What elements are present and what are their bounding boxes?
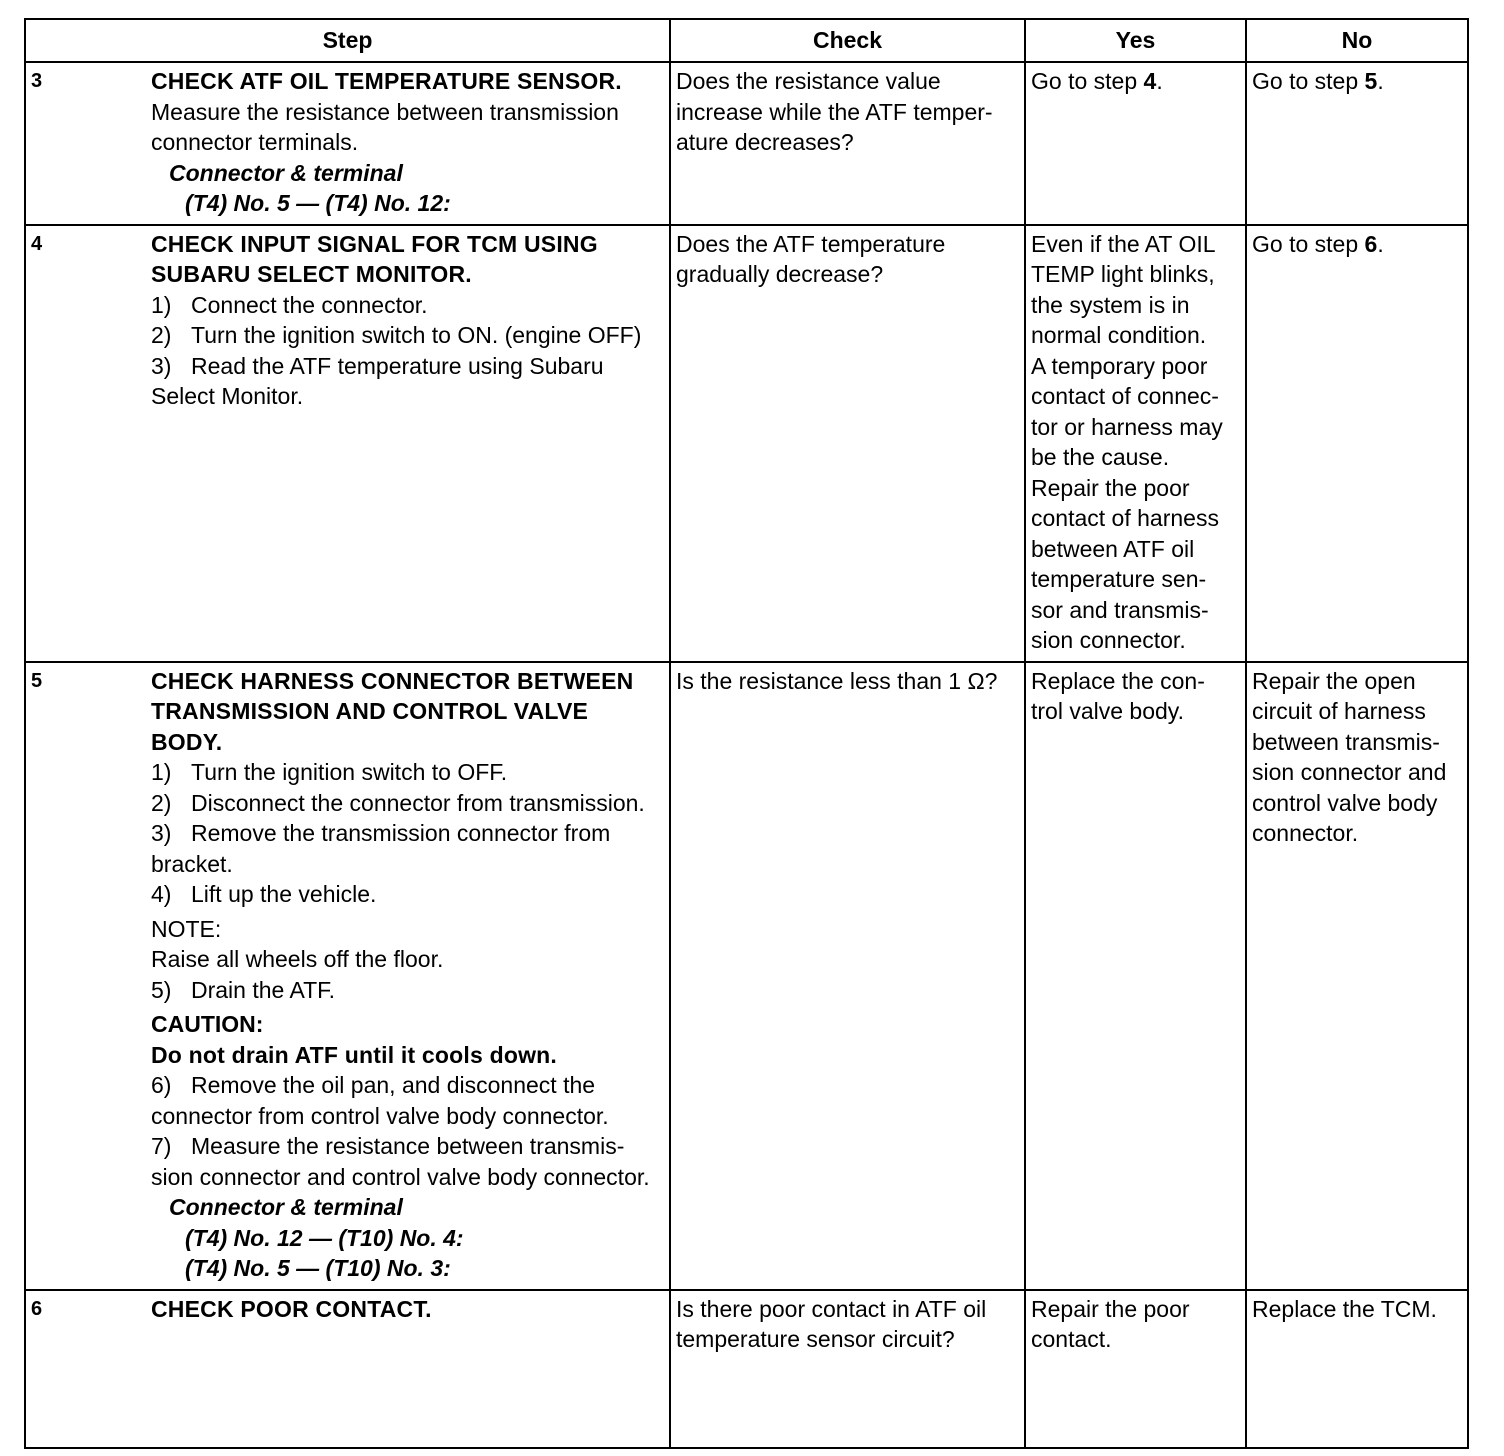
yes-text: trol valve body. xyxy=(1031,698,1184,724)
procedure-number: 1) xyxy=(151,291,172,318)
step-title: TRANSMISSION AND CONTROL VALVE xyxy=(151,698,589,724)
caution-label: CAUTION: xyxy=(151,1011,264,1037)
yes-text: sor and transmis- xyxy=(1031,596,1209,623)
note-text: Raise all wheels off the floor. xyxy=(151,946,444,972)
yes-text: A temporary poor xyxy=(1031,352,1208,379)
table-row-step-3 xyxy=(25,62,1468,225)
procedure-step xyxy=(151,320,667,351)
yes-text: TEMP light blinks, xyxy=(1031,261,1215,287)
check-text: Does the ATF temperature xyxy=(676,230,946,257)
step-number: 6 xyxy=(31,1297,43,1320)
procedure-step xyxy=(151,1070,667,1101)
yes-text: contact of harness xyxy=(1031,505,1219,531)
procedure-number: 2) xyxy=(151,322,172,348)
check-cell xyxy=(670,62,1025,225)
no-text: Repair the open xyxy=(1252,667,1416,694)
procedure-step xyxy=(151,351,667,382)
check-text: increase while the ATF temper- xyxy=(676,98,993,125)
check-cell xyxy=(670,1290,1025,1448)
check-text: temperature sensor circuit? xyxy=(676,1326,955,1352)
check-cell xyxy=(670,225,1025,662)
no-text: between transmis- xyxy=(1252,728,1440,755)
step-title: SUBARU SELECT MONITOR. xyxy=(151,261,472,287)
step-text: Measure the resistance between transmission xyxy=(151,98,619,125)
yes-text: Repair the poor xyxy=(1031,1295,1190,1322)
table-row-step-5 xyxy=(25,662,1468,1290)
procedure-number: 3) xyxy=(151,820,172,846)
no-text: Replace the TCM. xyxy=(1252,1295,1437,1322)
yes-text: tor or harness may xyxy=(1031,413,1223,440)
no-text: circuit of harness xyxy=(1252,698,1426,724)
note-label: NOTE: xyxy=(151,915,222,942)
procedure-step xyxy=(151,975,667,1006)
yes-text: contact of connec- xyxy=(1031,383,1219,409)
no-cell xyxy=(1246,1290,1468,1448)
step-text: connector terminals. xyxy=(151,129,359,155)
yes-suffix: . xyxy=(1156,68,1163,94)
yes-cell xyxy=(1025,1290,1246,1448)
procedure-step xyxy=(151,788,667,819)
yes-text: temperature sen- xyxy=(1031,566,1207,592)
connector-terminal-value: (T4) No. 5 — (T10) No. 3: xyxy=(185,1255,451,1281)
step-number: 3 xyxy=(31,70,43,92)
table-row-step-6 xyxy=(25,1290,1468,1448)
step-cell xyxy=(25,662,670,1290)
procedure-text: Disconnect the connector from transmission. xyxy=(191,789,645,816)
step-number: 4 xyxy=(31,232,43,255)
check-text: ature decreases? xyxy=(676,129,854,155)
procedure-text-cont: connector from control valve body connector. xyxy=(151,1102,609,1129)
procedure-number: 2) xyxy=(151,789,172,816)
procedure-step xyxy=(151,290,667,321)
procedure-text-cont: Select Monitor. xyxy=(151,383,304,409)
procedure-text: Remove the transmission connector from xyxy=(191,820,611,846)
diagnostic-table xyxy=(24,18,1469,1449)
no-suffix: . xyxy=(1377,230,1384,257)
no-text: connector. xyxy=(1252,820,1359,846)
procedure-number: 5) xyxy=(151,976,172,1003)
procedure-text: Measure the resistance between transmis- xyxy=(191,1133,625,1159)
yes-text: be the cause. xyxy=(1031,444,1170,470)
no-text: sion connector and xyxy=(1252,759,1447,785)
step-cell xyxy=(25,225,670,662)
yes-text: between ATF oil xyxy=(1031,535,1195,562)
no-text: Go to step xyxy=(1252,68,1365,94)
check-text: Is the resistance less than 1 Ω? xyxy=(676,667,998,694)
procedure-text: Drain the ATF. xyxy=(191,976,336,1003)
procedure-text: Turn the ignition switch to ON. (engine OFF) xyxy=(191,322,642,348)
yes-text: sion connector. xyxy=(1031,627,1186,653)
yes-text: Even if the AT OIL xyxy=(1031,230,1216,257)
yes-cell xyxy=(1025,662,1246,1290)
step-title: CHECK ATF OIL TEMPERATURE SENSOR. xyxy=(151,68,622,94)
procedure-number: 7) xyxy=(151,1133,172,1159)
connector-terminal-label: Connector & terminal xyxy=(169,159,403,186)
header-check: Check xyxy=(670,19,1025,62)
caution-text: Do not drain ATF until it cools down. xyxy=(151,1041,558,1068)
yes-cell xyxy=(1025,225,1246,662)
yes-text: Repair the poor xyxy=(1031,474,1190,501)
yes-text: Go to step xyxy=(1031,68,1144,94)
check-text: Is there poor contact in ATF oil xyxy=(676,1295,987,1322)
no-cell xyxy=(1246,662,1468,1290)
step-cell xyxy=(25,1290,670,1448)
no-text: Go to step xyxy=(1252,230,1365,257)
procedure-text: Turn the ignition switch to OFF. xyxy=(191,759,508,785)
check-text: gradually decrease? xyxy=(676,261,884,287)
procedure-text-cont: bracket. xyxy=(151,850,233,877)
check-cell xyxy=(670,662,1025,1290)
step-title: BODY. xyxy=(151,728,223,755)
procedure-text-cont: sion connector and control valve body connector. xyxy=(151,1163,650,1190)
yes-text: normal condition. xyxy=(1031,322,1207,348)
procedure-step xyxy=(151,879,667,910)
procedure-step xyxy=(151,757,667,788)
procedure-number: 6) xyxy=(151,1072,172,1098)
procedure-number: 1) xyxy=(151,759,172,785)
step-title: CHECK INPUT SIGNAL FOR TCM USING xyxy=(151,230,598,257)
connector-terminal-value: (T4) No. 5 — (T4) No. 12: xyxy=(185,190,451,216)
procedure-step xyxy=(151,818,667,849)
procedure-text: Remove the oil pan, and disconnect the xyxy=(191,1072,596,1098)
header-row xyxy=(25,19,1468,62)
connector-terminal-label: Connector & terminal xyxy=(169,1194,403,1220)
header-no: No xyxy=(1246,19,1468,62)
step-title: CHECK HARNESS CONNECTOR BETWEEN xyxy=(151,667,634,694)
procedure-number: 3) xyxy=(151,352,172,379)
procedure-step xyxy=(151,1131,667,1162)
procedure-number: 4) xyxy=(151,881,172,907)
no-text: control valve body xyxy=(1252,789,1438,816)
yes-text: Replace the con- xyxy=(1031,667,1205,694)
yes-cell xyxy=(1025,62,1246,225)
no-step-ref: 5 xyxy=(1364,68,1378,94)
procedure-text: Connect the connector. xyxy=(191,291,428,318)
yes-text: contact. xyxy=(1031,1326,1112,1352)
connector-terminal-value: (T4) No. 12 — (T10) No. 4: xyxy=(185,1224,464,1251)
yes-text: the system is in xyxy=(1031,291,1190,318)
procedure-text: Lift up the vehicle. xyxy=(191,881,377,907)
procedure-text: Read the ATF temperature using Subaru xyxy=(191,352,604,379)
header-yes: Yes xyxy=(1025,19,1246,62)
check-text: Does the resistance value xyxy=(676,68,941,94)
no-suffix: . xyxy=(1377,68,1384,94)
step-number: 5 xyxy=(31,669,43,692)
table-row-step-4 xyxy=(25,225,1468,662)
step-title: CHECK POOR CONTACT. xyxy=(151,1295,432,1322)
no-cell xyxy=(1246,225,1468,662)
yes-step-ref: 4 xyxy=(1143,68,1157,94)
no-cell xyxy=(1246,62,1468,225)
no-step-ref: 6 xyxy=(1364,230,1378,257)
header-step: Step xyxy=(25,19,670,62)
step-cell xyxy=(25,62,670,225)
